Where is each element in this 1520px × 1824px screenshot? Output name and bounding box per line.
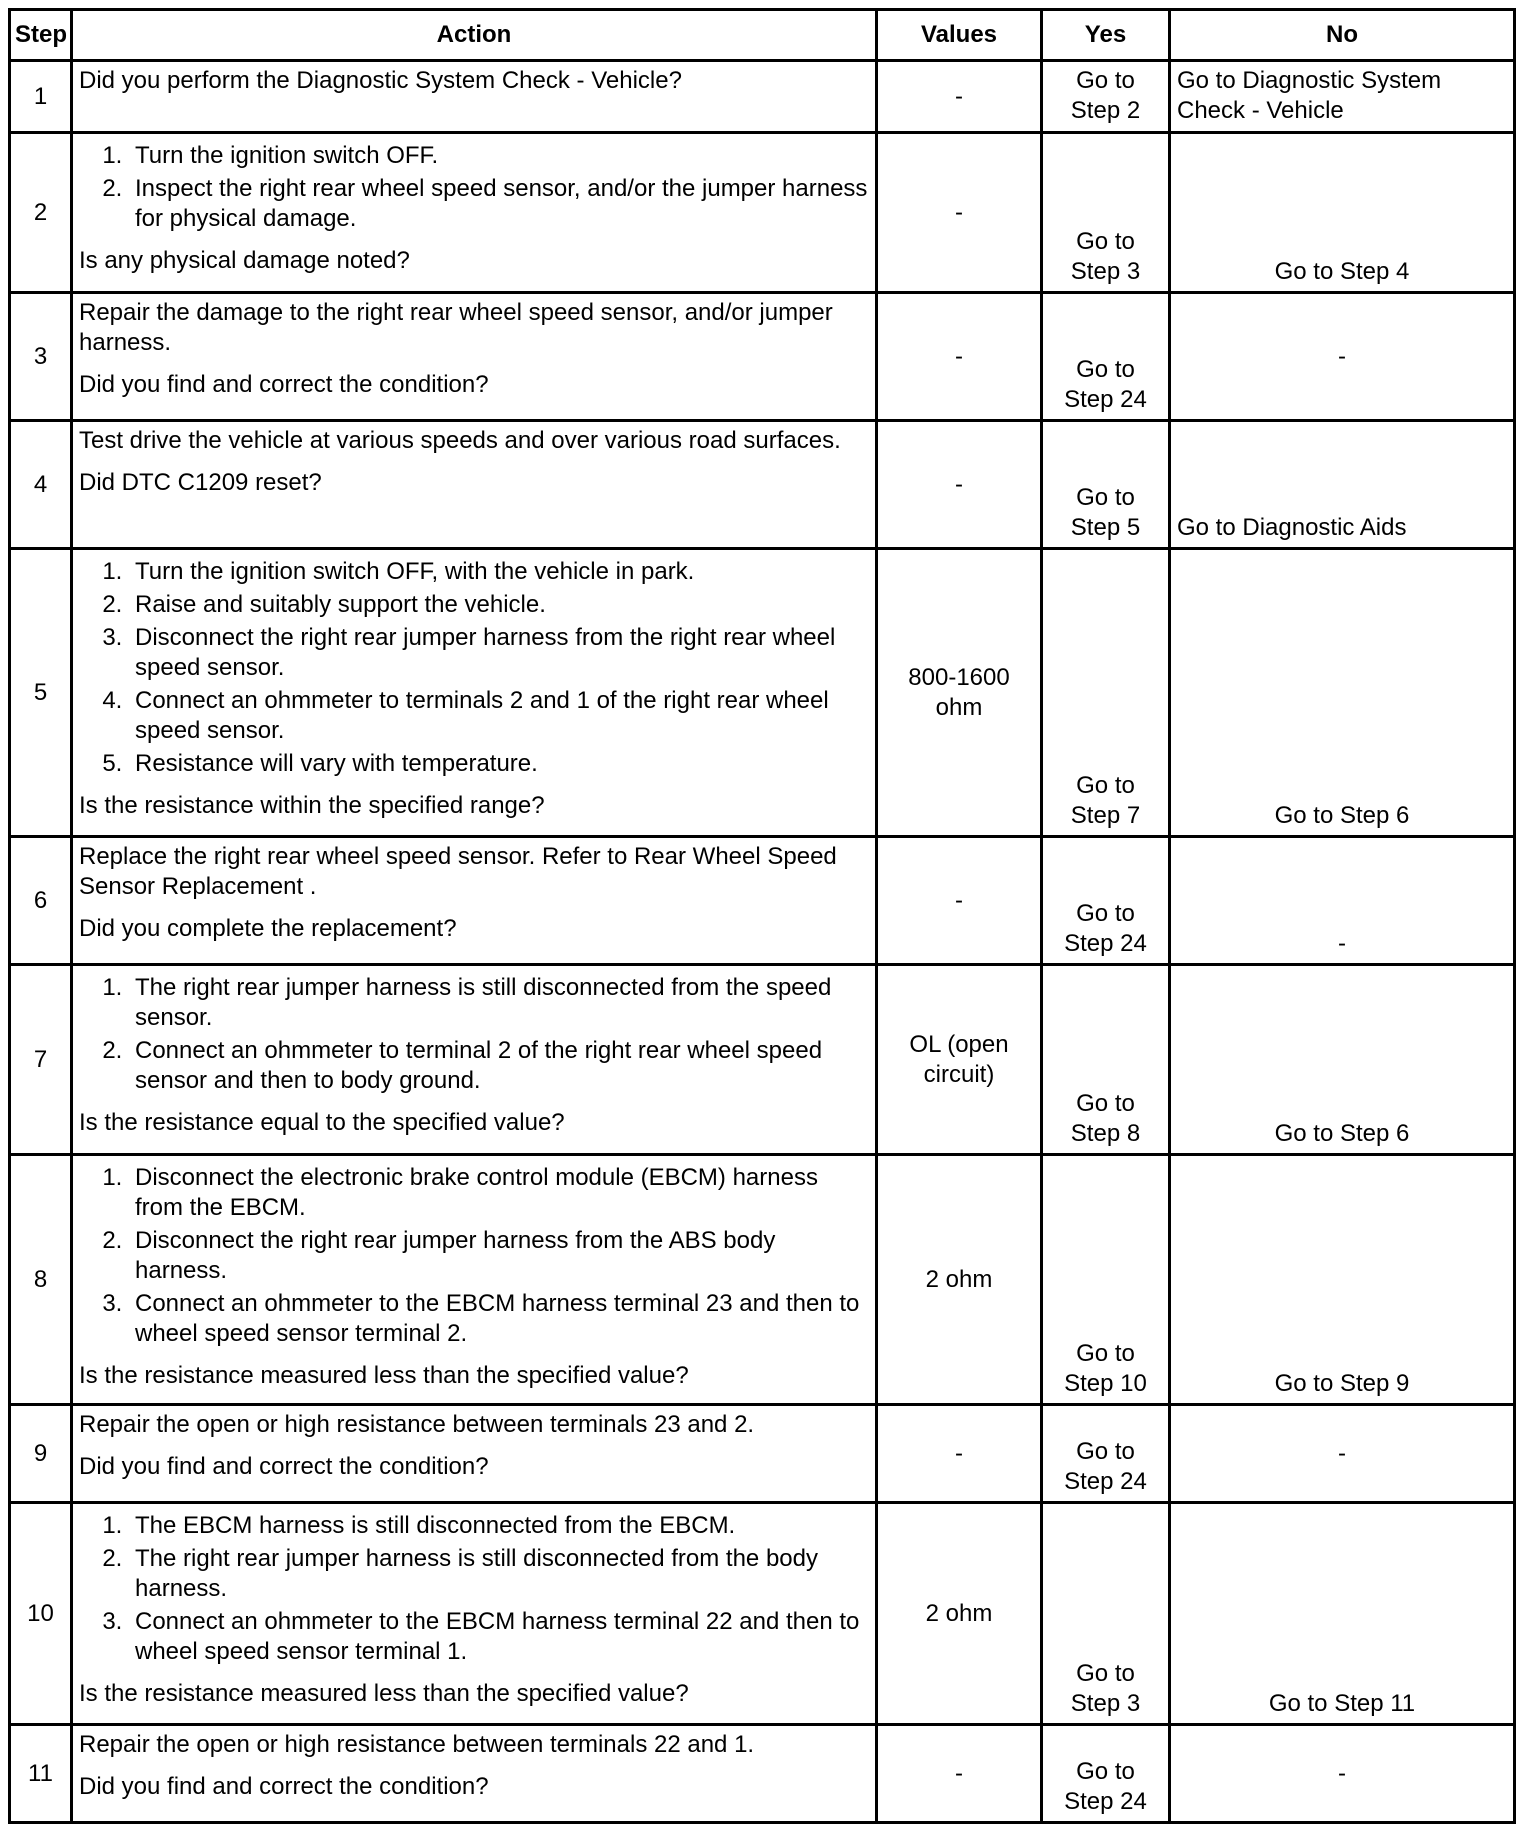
no-text: Check - Vehicle xyxy=(1177,97,1344,124)
yes-text: Go to xyxy=(1076,1438,1135,1465)
step-number: 6 xyxy=(10,837,72,965)
yes-text: Go to xyxy=(1076,1090,1135,1117)
value-cell: 2 ohm xyxy=(877,1503,1042,1725)
header-yes: Yes xyxy=(1042,10,1170,61)
yes-text: Step 8 xyxy=(1070,1120,1141,1147)
value-cell: 800-1600 ohm xyxy=(877,549,1042,837)
action-cell xyxy=(72,837,877,965)
action-text: Repair the open or high resistance between terminals 23 and 2. xyxy=(79,1411,755,1438)
yes-text: Step 24 xyxy=(1064,1468,1147,1495)
action-cell xyxy=(72,133,877,293)
yes-cell xyxy=(1042,421,1170,549)
yes-text: Step 5 xyxy=(1070,514,1141,541)
table-row xyxy=(10,421,1515,549)
header-no: No xyxy=(1170,10,1515,61)
yes-text: Go to xyxy=(1076,67,1135,94)
action-step-item: 3. Connect an ohmmeter to the EBCM harness terminal 22 and then to wheel speed sensor terminal 1. xyxy=(129,1607,869,1667)
yes-cell xyxy=(1042,549,1170,837)
action-steps-list xyxy=(79,1511,869,1667)
yes-text: Step 24 xyxy=(1064,1788,1147,1815)
no-text: - xyxy=(1338,342,1346,370)
action-step-item: 2. Connect an ohmmeter to terminal 2 of the right rear wheel speed sensor and then to body ground. xyxy=(129,1036,869,1096)
action-text: Test drive the vehicle at various speeds and over various road surfaces. xyxy=(79,427,841,454)
yes-cell xyxy=(1042,837,1170,965)
action-question: Did DTC C1209 reset? xyxy=(79,469,322,496)
no-text: - xyxy=(1338,1439,1346,1467)
action-question: Did you complete the replacement? xyxy=(79,915,457,942)
yes-text: Go to xyxy=(1076,1758,1135,1785)
action-step-item: 2. Raise and suitably support the vehicle. xyxy=(129,590,869,620)
action-step-item: 2. The right rear jumper harness is still disconnected from the body harness. xyxy=(129,1544,869,1604)
step-number: 4 xyxy=(10,421,72,549)
value-cell: - xyxy=(877,61,1042,133)
action-step-item: 2. Disconnect the right rear jumper harness from the ABS body harness. xyxy=(129,1226,869,1286)
action-cell xyxy=(72,965,877,1155)
step-number: 3 xyxy=(10,293,72,421)
diagnostic-table-container xyxy=(8,8,1513,1820)
no-cell xyxy=(1170,1725,1515,1823)
yes-cell xyxy=(1042,1405,1170,1503)
header-row xyxy=(10,10,1515,61)
value-cell: OL (open circuit) xyxy=(877,965,1042,1155)
action-cell xyxy=(72,421,877,549)
yes-text: Step 10 xyxy=(1064,1370,1147,1397)
action-cell xyxy=(72,293,877,421)
step-number: 11 xyxy=(10,1725,72,1823)
yes-cell xyxy=(1042,133,1170,293)
no-cell xyxy=(1170,421,1515,549)
table-row xyxy=(10,1405,1515,1503)
header-step: Step xyxy=(10,10,72,61)
action-step-item: 1. Turn the ignition switch OFF. xyxy=(129,141,869,171)
step-number: 2 xyxy=(10,133,72,293)
value-cell: - xyxy=(877,133,1042,293)
no-text: Go to Diagnostic System xyxy=(1177,67,1442,94)
action-text: Replace the right rear wheel speed sensor. Refer to Rear Wheel Speed Sensor Replacement . xyxy=(79,843,837,900)
yes-cell xyxy=(1042,1503,1170,1725)
action-question: Did you find and correct the condition? xyxy=(79,1453,489,1480)
no-cell xyxy=(1170,837,1515,965)
table-row xyxy=(10,1503,1515,1725)
step-number: 8 xyxy=(10,1155,72,1405)
yes-text: Go to xyxy=(1076,900,1135,927)
step-number: 9 xyxy=(10,1405,72,1503)
action-question: Is any physical damage noted? xyxy=(79,247,410,274)
action-cell xyxy=(72,1503,877,1725)
table-row xyxy=(10,549,1515,837)
table-row xyxy=(10,1725,1515,1823)
yes-text: Step 24 xyxy=(1064,930,1147,957)
value-cell: - xyxy=(877,421,1042,549)
no-cell xyxy=(1170,1503,1515,1725)
action-step-item: 1. Disconnect the electronic brake control module (EBCM) harness from the EBCM. xyxy=(129,1163,869,1223)
yes-cell xyxy=(1042,965,1170,1155)
action-text: Did you perform the Diagnostic System Check - Vehicle? xyxy=(79,67,682,94)
action-step-item: 5. Resistance will vary with temperature. xyxy=(129,749,869,779)
no-text: Go to Step 6 xyxy=(1274,1120,1410,1147)
yes-text: Go to xyxy=(1076,484,1135,511)
action-steps-list xyxy=(79,1163,869,1349)
action-step-item: 3. Connect an ohmmeter to the EBCM harness terminal 23 and then to wheel speed sensor terminal 2. xyxy=(129,1289,869,1349)
no-text: Go to Step 9 xyxy=(1274,1370,1410,1397)
table-row xyxy=(10,965,1515,1155)
action-text: Repair the open or high resistance between terminals 22 and 1. xyxy=(79,1731,755,1758)
yes-text: Step 24 xyxy=(1064,386,1147,413)
action-question: Is the resistance measured less than the specified value? xyxy=(79,1362,689,1389)
action-step-item: 3. Disconnect the right rear jumper harness from the right rear wheel speed sensor. xyxy=(129,623,869,683)
step-number: 5 xyxy=(10,549,72,837)
no-cell xyxy=(1170,133,1515,293)
table-row xyxy=(10,61,1515,133)
yes-text: Step 2 xyxy=(1070,97,1141,124)
yes-text: Go to xyxy=(1076,1340,1135,1367)
no-text: Go to Step 11 xyxy=(1268,1690,1416,1717)
action-question: Is the resistance within the specified range? xyxy=(79,792,545,819)
action-question: Is the resistance measured less than the specified value? xyxy=(79,1680,689,1707)
no-cell xyxy=(1170,965,1515,1155)
value-cell: - xyxy=(877,837,1042,965)
value-cell: - xyxy=(877,293,1042,421)
no-text: Go to Step 4 xyxy=(1274,258,1410,285)
yes-cell xyxy=(1042,293,1170,421)
step-number: 1 xyxy=(10,61,72,133)
value-cell: - xyxy=(877,1405,1042,1503)
step-number: 7 xyxy=(10,965,72,1155)
diagnostic-table xyxy=(8,8,1516,1824)
yes-text: Go to xyxy=(1076,228,1135,255)
action-step-item: 1. The EBCM harness is still disconnected from the EBCM. xyxy=(129,1511,869,1541)
no-text: Go to Step 6 xyxy=(1274,802,1410,829)
no-cell xyxy=(1170,61,1515,133)
value-cell: - xyxy=(877,1725,1042,1823)
yes-text: Go to xyxy=(1076,356,1135,383)
action-cell xyxy=(72,549,877,837)
no-text: Go to Diagnostic Aids xyxy=(1177,514,1407,541)
no-text: - xyxy=(1338,930,1346,957)
step-number: 10 xyxy=(10,1503,72,1725)
header-action: Action xyxy=(72,10,877,61)
action-steps-list xyxy=(79,973,869,1096)
no-text: - xyxy=(1338,1759,1346,1787)
yes-text: Go to xyxy=(1076,1660,1135,1687)
action-steps-list xyxy=(79,557,869,779)
table-body xyxy=(10,61,1515,1823)
yes-text: Step 7 xyxy=(1070,802,1141,829)
action-step-item: 1. Turn the ignition switch OFF, with the vehicle in park. xyxy=(129,557,869,587)
header-values: Values xyxy=(877,10,1042,61)
yes-cell xyxy=(1042,61,1170,133)
table-row xyxy=(10,293,1515,421)
action-steps-list xyxy=(79,141,869,234)
no-cell xyxy=(1170,549,1515,837)
action-step-item: 2. Inspect the right rear wheel speed sensor, and/or the jumper harness for physical damage. xyxy=(129,174,869,234)
action-question: Did you find and correct the condition? xyxy=(79,371,489,398)
yes-text: Step 3 xyxy=(1070,1690,1141,1717)
action-cell xyxy=(72,1405,877,1503)
no-cell xyxy=(1170,1405,1515,1503)
no-cell xyxy=(1170,293,1515,421)
action-cell xyxy=(72,61,877,133)
action-question: Is the resistance equal to the specified value? xyxy=(79,1109,565,1136)
action-text: Repair the damage to the right rear wheel speed sensor, and/or jumper harness. xyxy=(79,299,833,356)
action-cell xyxy=(72,1725,877,1823)
table-row xyxy=(10,1155,1515,1405)
yes-text: Step 3 xyxy=(1070,258,1141,285)
action-step-item: 4. Connect an ohmmeter to terminals 2 and 1 of the right rear wheel speed sensor. xyxy=(129,686,869,746)
yes-cell xyxy=(1042,1725,1170,1823)
value-cell: 2 ohm xyxy=(877,1155,1042,1405)
action-question: Did you find and correct the condition? xyxy=(79,1773,489,1800)
action-cell xyxy=(72,1155,877,1405)
table-row xyxy=(10,133,1515,293)
no-cell xyxy=(1170,1155,1515,1405)
yes-cell xyxy=(1042,1155,1170,1405)
table-row xyxy=(10,837,1515,965)
action-step-item: 1. The right rear jumper harness is still disconnected from the speed sensor. xyxy=(129,973,869,1033)
yes-text: Go to xyxy=(1076,772,1135,799)
